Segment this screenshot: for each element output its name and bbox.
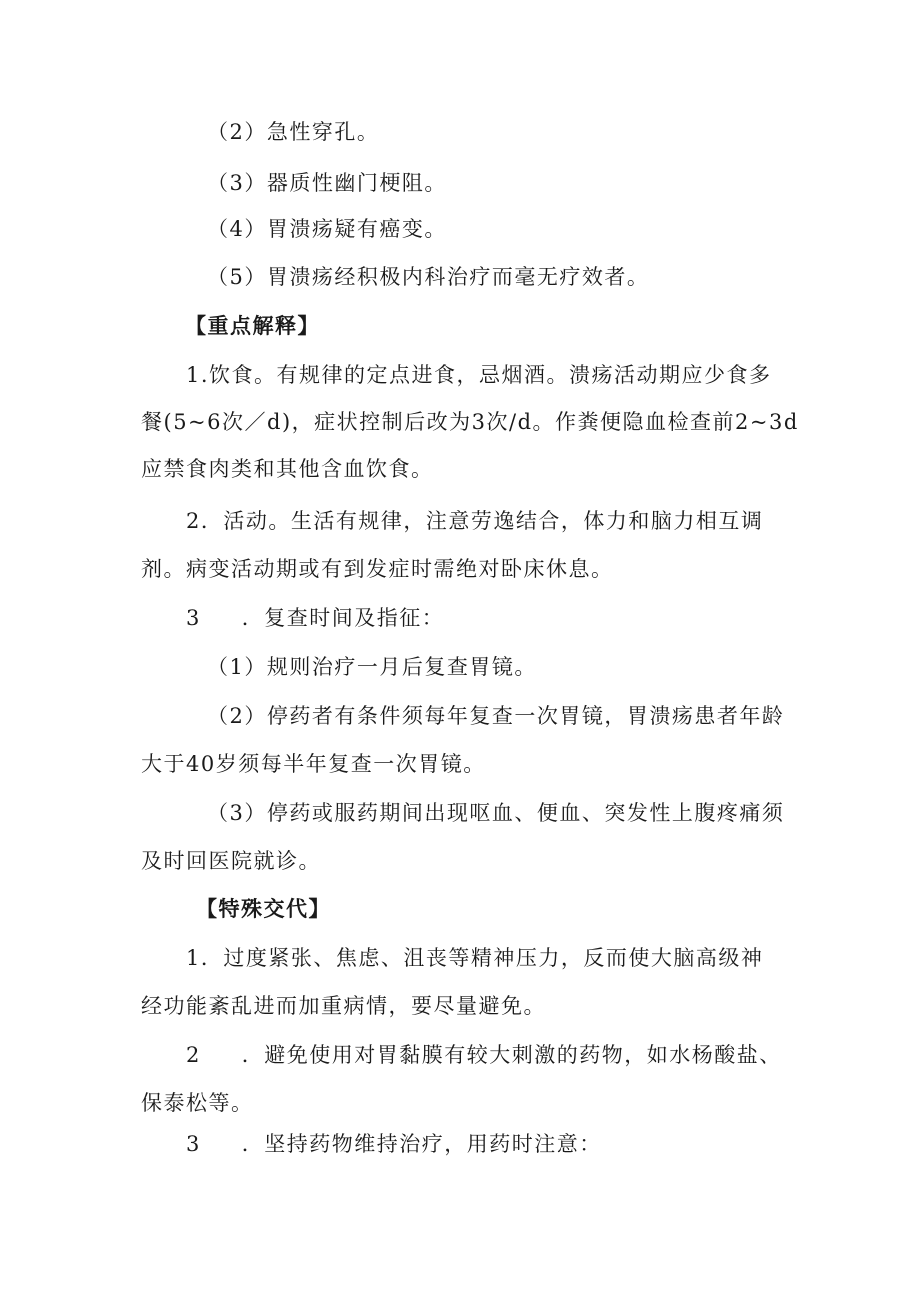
paragraph-avoid-drugs-line-2: 保泰松等。 [141,1091,254,1115]
list-item-suspected-cancer: （4）胃溃疡疑有癌变。 [207,217,447,241]
section-heading-special-notes: 【特殊交代】 [196,897,331,921]
paragraph-stress-line-2: 经功能紊乱进而加重病情，要尽量避免。 [141,994,546,1018]
list-item-recheck-one-month: （1）规则治疗一月后复查胃镜。 [207,655,537,679]
list-item-hematemesis-line-2: 及时回医院就诊。 [141,849,321,873]
paragraph-stress-line-1: 1．过度紧张、焦虑、沮丧等精神压力，反而使大脑高级神 [186,946,764,970]
paragraph-diet-line-3: 应禁食肉类和其他含血饮食。 [141,457,434,481]
list-item-acute-perforation: （2）急性穿孔。 [207,120,380,144]
paragraph-activity-line-1: 2．活动。生活有规律，注意劳逸结合，体力和脑力相互调 [186,509,764,533]
paragraph-maintenance-therapy: 3 ．坚持药物维持治疗，用药时注意： [186,1132,602,1156]
paragraph-avoid-drugs-line-1: 2 ．避免使用对胃黏膜有较大刺激的药物，如水杨酸盐、 [186,1043,782,1067]
list-item-hematemesis-line-1: （3）停药或服药期间出现呕血、便血、突发性上腹疼痛须 [207,801,785,825]
paragraph-diet-line-2: 餐(5~6次／d)，症状控制后改为3次/d。作粪便隐血检查前2~3d [141,410,799,434]
paragraph-recheck-heading: 3 ．复查时间及指征： [186,606,445,630]
list-item-recheck-yearly-line-2: 大于40岁须每半年复查一次胃镜。 [141,752,486,776]
list-item-pyloric-obstruction: （3）器质性幽门梗阻。 [207,171,447,195]
paragraph-diet-line-1: 1.饮食。有规律的定点进食，忌烟酒。溃疡活动期应少食多 [186,363,772,387]
section-heading-key-points: 【重点解释】 [185,314,320,338]
list-item-recheck-yearly-line-1: （2）停药者有条件须每年复查一次胃镜，胃溃疡患者年龄 [207,704,785,728]
list-item-no-effect: （5）胃溃疡经积极内科治疗而毫无疗效者。 [207,265,650,289]
paragraph-activity-line-2: 剂。病变活动期或有到发症时需绝对卧床休息。 [141,557,614,581]
